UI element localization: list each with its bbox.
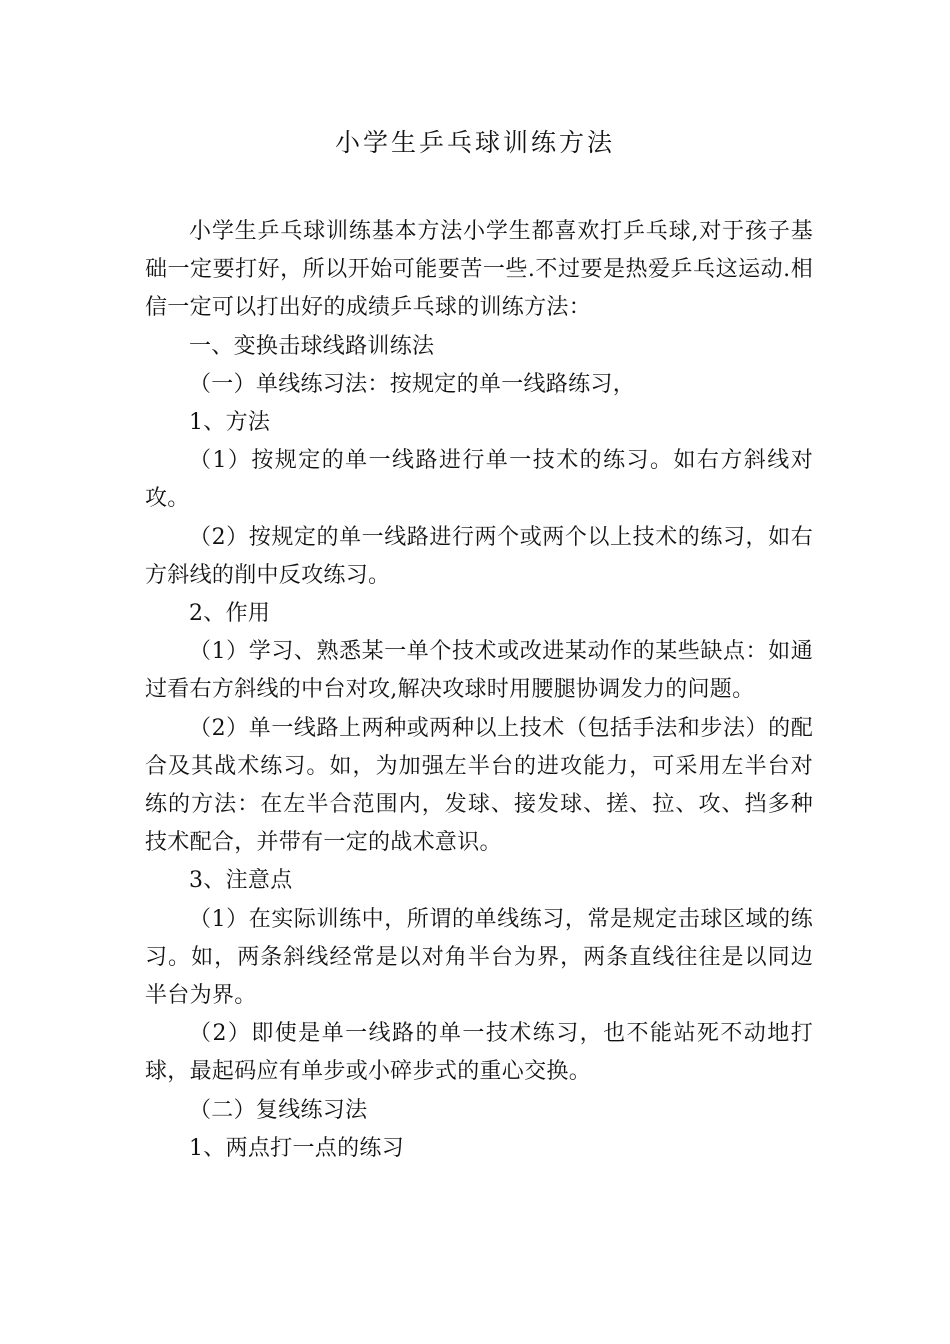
heading-two-points: 1、两点打一点的练习 [189, 1135, 404, 1161]
paragraph-intro: 小学生乒乓球训练基本方法小学生都喜欢打乒乓球,对于孩子基础一定要打好，所以开始可能要苦一些.不过要是热爱乒乓这运动.相信一定可以打出好的成绩乒乓球的训练方法： [145, 219, 813, 321]
document-title: 小学生乒乓球训练方法 [334, 128, 615, 157]
document-body [145, 213, 813, 1168]
heading-method: 1、方法 [189, 410, 271, 436]
heading-section-1: 一、变换击球线路训练法 [189, 333, 435, 359]
heading-effect: 2、作用 [189, 601, 271, 627]
paragraph-notes-2: （2）即使是单一线路的单一技术练习，也不能站死不动地打球，最起码应有单步或小碎步式的重心交换。 [145, 1021, 813, 1085]
heading-subsection-2: （二）复线练习法 [189, 1097, 368, 1123]
paragraph-effect-1: （1）学习、熟悉某一单个技术或改进某动作的某些缺点：如通过看右方斜线的中台对攻,解决攻球时用腰腿协调发力的问题。 [145, 639, 813, 703]
paragraph-effect-2: （2）单一线路上两种或两种以上技术（包括手法和步法）的配合及其战术练习。如，为加强左半台的进攻能力，可采用左半台对练的方法：在左半合范围内，发球、接发球、搓、拉、攻、挡多种技术配合，并带有一定的战术意识。 [145, 715, 813, 856]
heading-subsection-1: （一）单线练习法：按规定的单一线路练习， [189, 371, 636, 397]
paragraph-method-1: （1）按规定的单一线路进行单一技术的练习。如右方斜线对攻。 [145, 448, 813, 512]
paragraph-method-2: （2）按规定的单一线路进行两个或两个以上技术的练习，如右方斜线的削中反攻练习。 [145, 524, 813, 588]
paragraph-notes-1: （1）在实际训练中，所谓的单线练习，常是规定击球区域的练习。如，两条斜线经常是以对角半台为界，两条直线往往是以同边半台为界。 [145, 906, 813, 1009]
heading-notes: 3、注意点 [189, 868, 293, 894]
